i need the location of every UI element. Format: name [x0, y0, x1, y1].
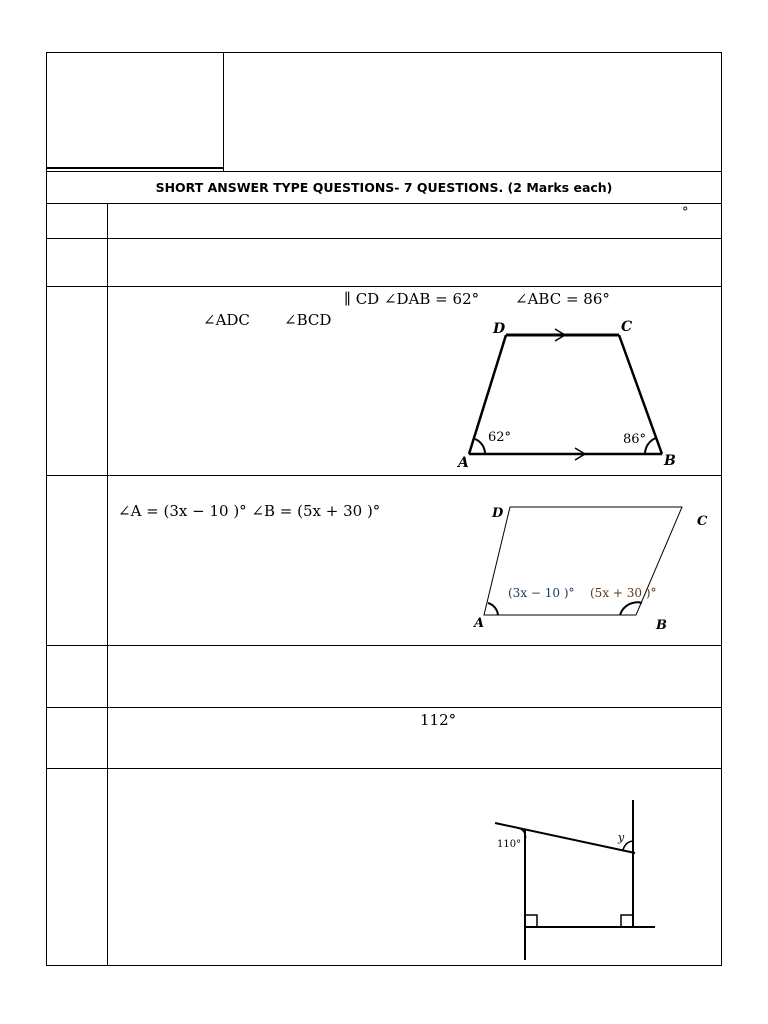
row-divider-2	[46, 286, 722, 287]
q4-label-a: A	[474, 616, 485, 631]
q4-angle-b-label: (5x + 30 )°	[590, 586, 657, 600]
q3-label-a: A	[458, 455, 469, 471]
q7-lines-figure	[485, 795, 665, 965]
q3-trapezium-figure	[455, 315, 685, 475]
header-box	[46, 52, 722, 172]
q3-angle-b-label: 86°	[623, 432, 647, 447]
q3-label-b: B	[664, 453, 676, 469]
q3-find-bcd: ∠BCD	[284, 311, 332, 329]
row-divider-1	[46, 238, 722, 239]
q4-angle-a-label: (3x − 10 )°	[508, 586, 575, 600]
row-divider-4	[46, 645, 722, 646]
q1-degree-mark: °	[682, 205, 689, 220]
header-divider	[223, 52, 224, 172]
q4-label-b: B	[656, 618, 667, 633]
number-column-divider	[107, 203, 108, 966]
q4-label-d: D	[492, 506, 504, 521]
q3-given-parallel: ∥ CD ∠DAB = 62°	[344, 290, 480, 308]
q6-angle-value: 112°	[420, 711, 457, 729]
q3-angle-a-label: 62°	[488, 430, 512, 445]
row-divider-6	[46, 768, 722, 769]
header-underline	[46, 167, 223, 169]
section-heading: SHORT ANSWER TYPE QUESTIONS- 7 QUESTIONS. (2 Marks each)	[155, 180, 613, 195]
q3-find-adc: ∠ADC	[203, 311, 250, 329]
q4-given-angles: ∠A = (3x − 10 )° ∠B = (5x + 30 )°	[118, 502, 381, 520]
q7-angle-y-label: y	[618, 831, 625, 844]
q3-label-d: D	[493, 321, 506, 337]
q4-label-c: C	[697, 514, 708, 529]
q7-angle-110-label: 110°	[497, 839, 522, 850]
q3-label-c: C	[621, 319, 633, 335]
row-divider-3	[46, 475, 722, 476]
q3-given-angle-b: ∠ABC = 86°	[515, 290, 610, 308]
row-divider-5	[46, 707, 722, 708]
q4-parallelogram-figure	[470, 495, 720, 635]
